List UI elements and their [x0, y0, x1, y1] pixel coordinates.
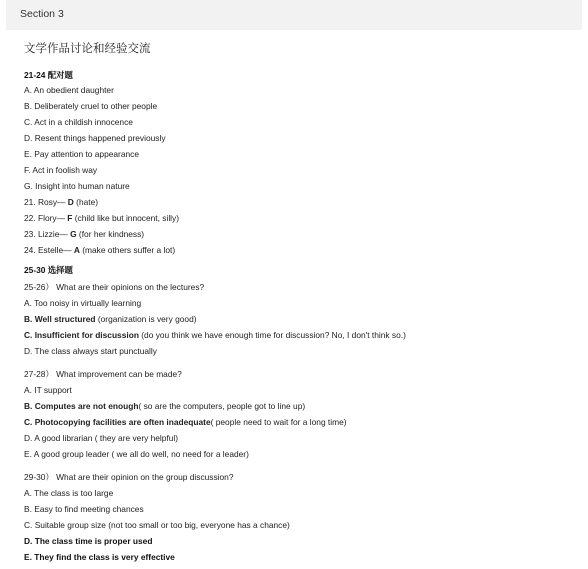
question-25-26: 25-26） What are their opinions on the lectures? — [24, 282, 205, 292]
page-title: 文学作品讨论和经验交流 — [24, 43, 151, 55]
q3-option-b: B. Easy to find meeting chances — [24, 504, 144, 514]
q2-option-b-bold: B. Computes are not enough — [24, 401, 139, 411]
option-c: C. Act in a childish innocence — [24, 117, 133, 127]
answer-letter: D — [67, 197, 74, 207]
option-g: G. Insight into human nature — [24, 181, 130, 191]
answer-24 — [24, 245, 175, 256]
answer-letter: F — [67, 213, 73, 223]
answer-note: (hate) — [73, 197, 99, 207]
q1-option-d: D. The class always start punctually — [24, 346, 157, 356]
q1-option-b-bold: B. Well structured — [24, 314, 96, 324]
q3-option-a: A. The class is too large — [24, 488, 114, 498]
answer-prefix: 24. Estelle— — [24, 245, 74, 255]
option-e: E. Pay attention to appearance — [24, 149, 140, 159]
q2-option-b — [24, 401, 305, 412]
q2-option-b-note: ( so are the computers, people got to line up) — [138, 401, 306, 411]
answer-letter: G — [70, 229, 77, 239]
q1-option-c-note: (do you think we have enough time for discussion? No, I don't think so.) — [138, 330, 406, 340]
answer-23 — [24, 229, 144, 240]
q2-option-a: A. IT support — [24, 385, 72, 395]
section-label: Section 3 — [20, 8, 64, 20]
answer-22 — [24, 213, 179, 224]
q2-option-e: E. A good group leader ( we all do well, no need for a leader) — [24, 449, 249, 459]
choice-heading: 25-30 选择题 — [24, 265, 73, 275]
q3-option-d: D. The class time is proper used — [24, 536, 153, 546]
option-b: B. Deliberately cruel to other people — [24, 101, 158, 111]
q1-option-a: A. Too noisy in virtually learning — [24, 298, 142, 308]
answer-note: (for her kindness) — [76, 229, 145, 239]
q1-option-b — [24, 314, 197, 325]
question-29-30: 29-30） What are their opinion on the group discussion? — [24, 472, 234, 482]
option-d: D. Resent things happened previously — [24, 133, 166, 143]
q2-option-c — [24, 417, 347, 428]
q3-option-c: C. Suitable group size (not too small or too big, everyone has a chance) — [24, 520, 290, 530]
answer-prefix: 22. Flory— — [24, 213, 68, 223]
q2-option-c-note: ( people need to wait for a long time) — [210, 417, 347, 427]
option-f: F. Act in foolish way — [24, 165, 98, 175]
answer-prefix: 23. Lizzie— — [24, 229, 71, 239]
option-a: A. An obedient daughter — [24, 85, 114, 95]
section-header — [6, 0, 582, 30]
q2-option-c-bold: C. Photocopying facilities are often inadequate — [24, 417, 211, 427]
answer-note: (child like but innocent, silly) — [72, 213, 180, 223]
answer-prefix: 21. Rosy— — [24, 197, 68, 207]
q2-option-d: D. A good librarian ( they are very helpful) — [24, 433, 179, 443]
answer-21 — [24, 197, 98, 208]
answer-note: (make others suffer a lot) — [79, 245, 176, 255]
matching-heading: 21-24 配对题 — [24, 70, 73, 80]
q3-option-e: E. They find the class is very effective — [24, 552, 175, 562]
question-27-28: 27-28） What improvement can be made? — [24, 369, 182, 379]
answer-letter: A — [73, 245, 80, 255]
q1-option-b-note: (organization is very good) — [95, 314, 197, 324]
q1-option-c-bold: C. Insufficient for discussion — [24, 330, 139, 340]
q1-option-c — [24, 330, 406, 341]
